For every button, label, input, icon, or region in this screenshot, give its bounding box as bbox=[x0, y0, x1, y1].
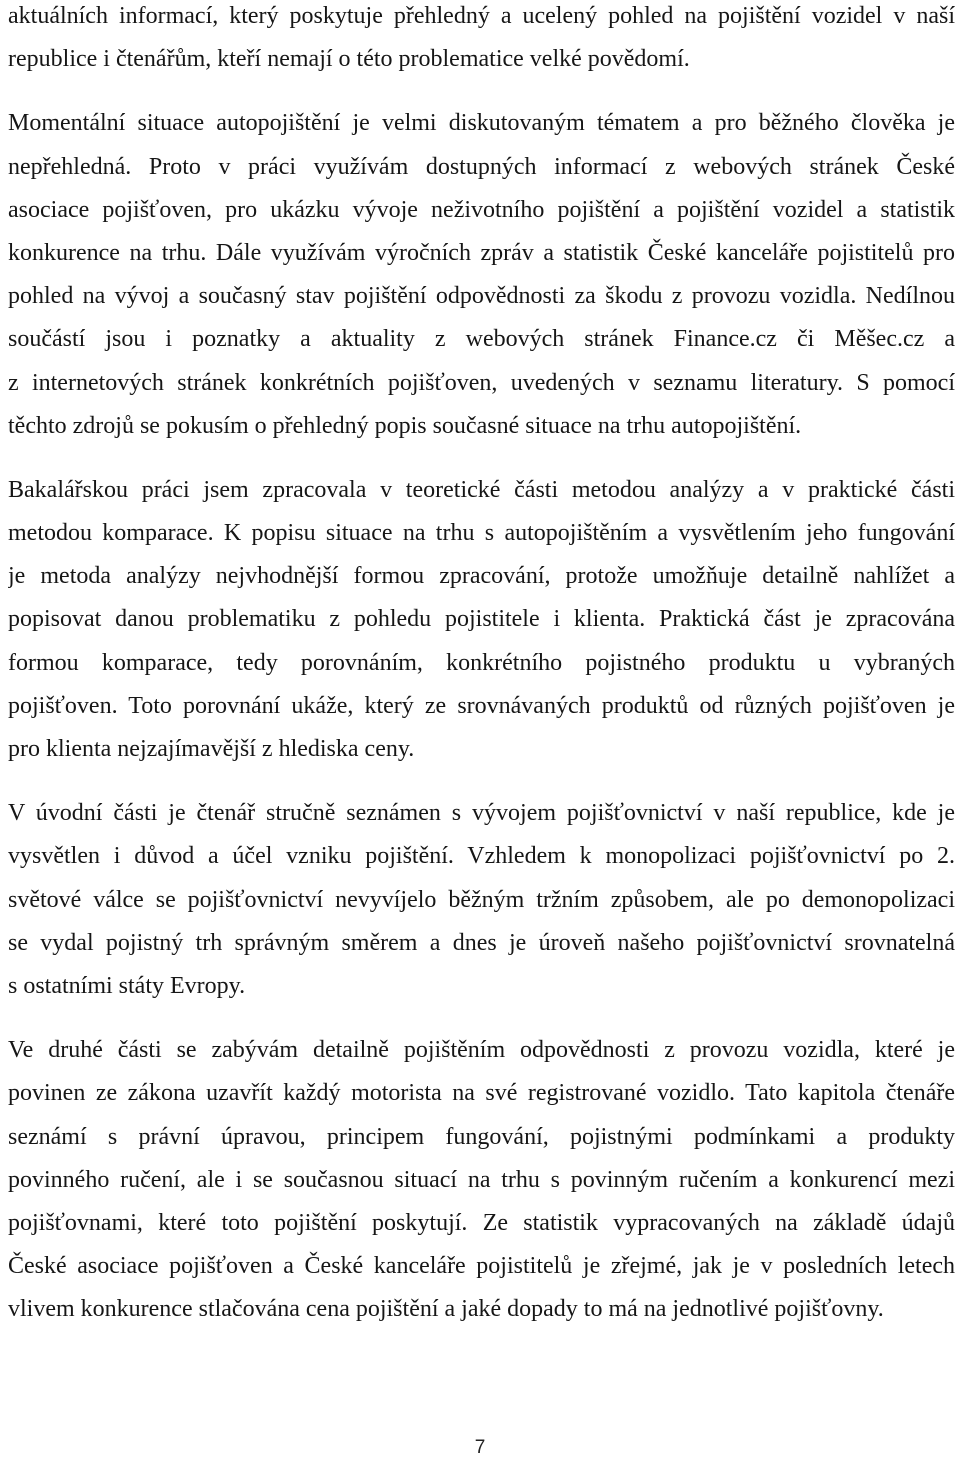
paragraph bbox=[8, 1029, 955, 1331]
text-line: těchto zdrojů se pokusím o přehledný popis současné situace na trhu autopojištění. bbox=[8, 412, 802, 439]
text-line: Ve druhé části se zabývám detailně pojištěním odpovědnosti z provozu vozidla, které je bbox=[8, 1037, 955, 1064]
text-line: se vydal pojistný trh správným směrem a dnes je úroveň našeho pojišťovnictví srovnatelná bbox=[8, 929, 955, 956]
paragraph bbox=[8, 102, 955, 448]
text-line: formou komparace, tedy porovnáním, konkrétního pojistného produktu u vybraných bbox=[8, 649, 955, 676]
text-line: aktuálních informací, který poskytuje přehledný a ucelený pohled na pojištění vozidel v naší bbox=[8, 3, 955, 29]
body-text bbox=[8, 0, 955, 1331]
text-line: vysvětlen i důvod a účel vzniku pojištění. Vzhledem k monopolizaci pojišťovnictví po 2. bbox=[8, 843, 955, 870]
text-line: popisovat danou problematiku z pohledu pojistitele i klienta. Praktická část je zpracována bbox=[8, 606, 955, 633]
text-line: nepřehledná. Proto v práci využívám dostupných informací z webových stránek České bbox=[8, 153, 955, 180]
text-line: povinen ze zákona uzavřít každý motorista na své registrované vozidlo. Tato kapitola čtenáře bbox=[8, 1080, 955, 1107]
text-line: V úvodní části je čtenář stručně seznámen s vývojem pojišťovnictví v naší republice, kde je bbox=[8, 800, 955, 827]
text-line: Bakalářskou práci jsem zpracovala v teoretické části metodou analýzy a v praktické části bbox=[8, 476, 955, 503]
text-line: asociace pojišťoven, pro ukázku vývoje neživotního pojištění a pojištění vozidel a statistik bbox=[8, 196, 955, 223]
text-line: je metoda analýzy nejvhodnější formou zpracování, protože umožňuje detailně nahlížet a bbox=[8, 563, 955, 590]
text-line: pojišťovnami, které toto pojištění poskytují. Ze statistik vypracovaných na základě údajů bbox=[8, 1209, 955, 1236]
text-line: povinného ručení, ale i se současnou situací na trhu s povinným ručením a konkurencí mezi bbox=[8, 1166, 955, 1193]
paragraph bbox=[8, 0, 955, 81]
text-line: z internetových stránek konkrétních pojišťoven, uvedených v seznamu literatury. S pomocí bbox=[8, 369, 955, 396]
text-line: seznámí s právní úpravou, principem fungování, pojistnými podmínkami a produkty bbox=[8, 1123, 955, 1150]
text-line: vlivem konkurence stlačována cena pojištění a jaké dopady to má na jednotlivé pojišťovny. bbox=[8, 1296, 884, 1323]
text-line: součástí jsou i poznatky a aktuality z webových stránek Finance.cz či Měšec.cz a bbox=[8, 326, 955, 353]
text-line: světové válce se pojišťovnictví nevyvíjelo běžným tržním způsobem, ale po demonopolizaci bbox=[8, 886, 955, 913]
text-line: České asociace pojišťoven a České kanceláře pojistitelů je zřejmé, jak je v posledních letech bbox=[8, 1253, 955, 1280]
text-line: pro klienta nejzajímavější z hlediska ceny. bbox=[8, 736, 415, 762]
text-line: s ostatními státy Evropy. bbox=[8, 972, 246, 999]
text-line: pojišťoven. Toto porovnání ukáže, který ze srovnávaných produktů od různých pojišťoven je bbox=[8, 692, 955, 719]
text-line: republice i čtenářům, kteří nemají o této problematice velké povědomí. bbox=[8, 46, 690, 73]
text-line: metodou komparace. K popisu situace na trhu s autopojištěním a vysvětlením jeho fungování bbox=[8, 520, 955, 547]
paragraph bbox=[8, 792, 955, 1008]
text-line: pohled na vývoj a současný stav pojištění odpovědnosti za škodu z provozu vozidla. Nedílnou bbox=[8, 283, 955, 310]
paragraph bbox=[8, 469, 955, 771]
page-number: 7 bbox=[474, 1437, 486, 1458]
text-line: Momentální situace autopojištění je velmi diskutovaným tématem a pro běžného člověka je bbox=[8, 110, 955, 137]
text-line: konkurence na trhu. Dále využívám výročních zpráv a statistik České kanceláře pojistitelů pro bbox=[8, 239, 955, 266]
